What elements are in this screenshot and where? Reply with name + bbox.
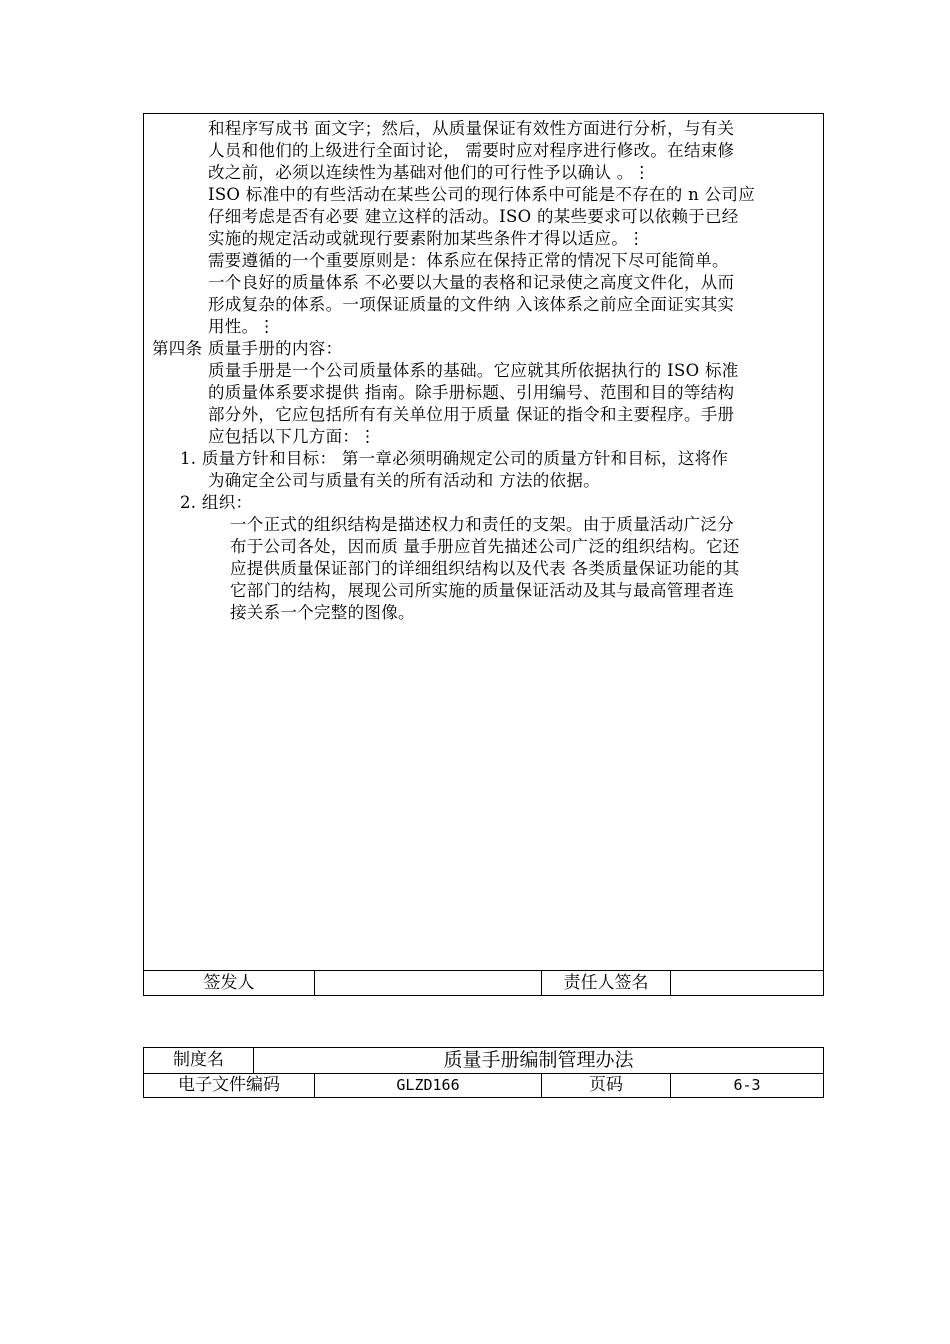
file-code-label: 电子文件编码: [178, 1075, 280, 1095]
signature-row: [144, 970, 823, 996]
text-line: 为确定全公司与质量有关的所有活动和 方法的依据。: [208, 471, 600, 490]
text-line: 应包括以下几方面：⋮: [208, 427, 376, 446]
issuer-label: 签发人: [203, 973, 255, 993]
regulation-name-label: 制度名: [173, 1050, 224, 1070]
text-line: 它部门的结构，展现公司所实施的质量保证活动及其与最高管理者连: [230, 581, 734, 600]
text-line: 形成复杂的体系。一项保证质量的文件纳 入该体系之前应全面证实其实: [208, 295, 735, 314]
page-number: 6-3: [733, 1076, 761, 1094]
text-line: 用性。⋮: [208, 317, 276, 336]
footer-row-name: [144, 1048, 823, 1074]
text-line: 质量手册是一个公司质量体系的基础。它应就其所依据执行的 ISO 标准: [208, 361, 739, 380]
text-line: 需要遵循的一个重要原则是：体系应在保持正常的情况下尽可能简单。: [208, 251, 729, 270]
text-line: 接关系一个完整的图像。: [230, 603, 415, 622]
text-line: 人员和他们的上级进行全面讨论， 需要时应对程序进行修改。在结束修: [208, 141, 735, 160]
text-line: 一个正式的组织结构是描述权力和责任的支架。由于质量活动广泛分: [230, 515, 734, 534]
document-body-frame: [143, 113, 824, 996]
list-item: 1. 质量方针和目标： 第一章必须明确规定公司的质量方针和目标，这将作: [180, 449, 729, 468]
list-item: 2. 组织：: [180, 493, 253, 512]
text-line: 布于公司各处，因而质 量手册应首先描述公司广泛的组织结构。它还: [230, 537, 740, 556]
text-line: ISO 标准中的有些活动在某些公司的现行体系中可能是不存在的 n 公司应: [208, 185, 756, 204]
section-heading: 第四条 质量手册的内容：: [152, 339, 343, 358]
page-label: 页码: [589, 1075, 623, 1095]
text-line: 部分外，它应包括所有有关单位用于质量 保证的指令和主要程序。手册: [208, 405, 735, 424]
responsible-label: 责任人签名: [563, 973, 649, 993]
text-line: 实施的规定活动或就现行要素附加某些条件才得以适应。⋮: [208, 229, 645, 248]
text-line: 应提供质量保证部门的详细组织结构以及代表 各类质量保证功能的其: [230, 559, 740, 578]
text-line: 仔细考虑是否有必要 建立这样的活动。ISO 的某些要求可以依赖于已经: [208, 207, 739, 226]
text-line: 和程序写成书 面文字；然后，从质量保证有效性方面进行分析，与有关: [208, 119, 735, 138]
responsible-signature-field[interactable]: [671, 971, 823, 996]
document-text: [144, 114, 823, 969]
footer-row-codes: [144, 1074, 823, 1097]
file-code-value: GLZD166: [396, 1076, 460, 1094]
text-line: 的质量体系要求提供 指南。除手册标题、引用编号、范围和目的等结构: [208, 383, 735, 402]
text-line: 一个良好的质量体系 不必要以大量的表格和记录使之高度文件化，从而: [208, 273, 735, 292]
regulation-name-value: 质量手册编制管理办法: [443, 1049, 634, 1071]
footer-table: [143, 1047, 824, 1098]
issuer-signature-field[interactable]: [315, 971, 541, 996]
text-line: 改之前，必须以连续性为基础对他们的可行性予以确认 。⋮: [208, 163, 651, 182]
